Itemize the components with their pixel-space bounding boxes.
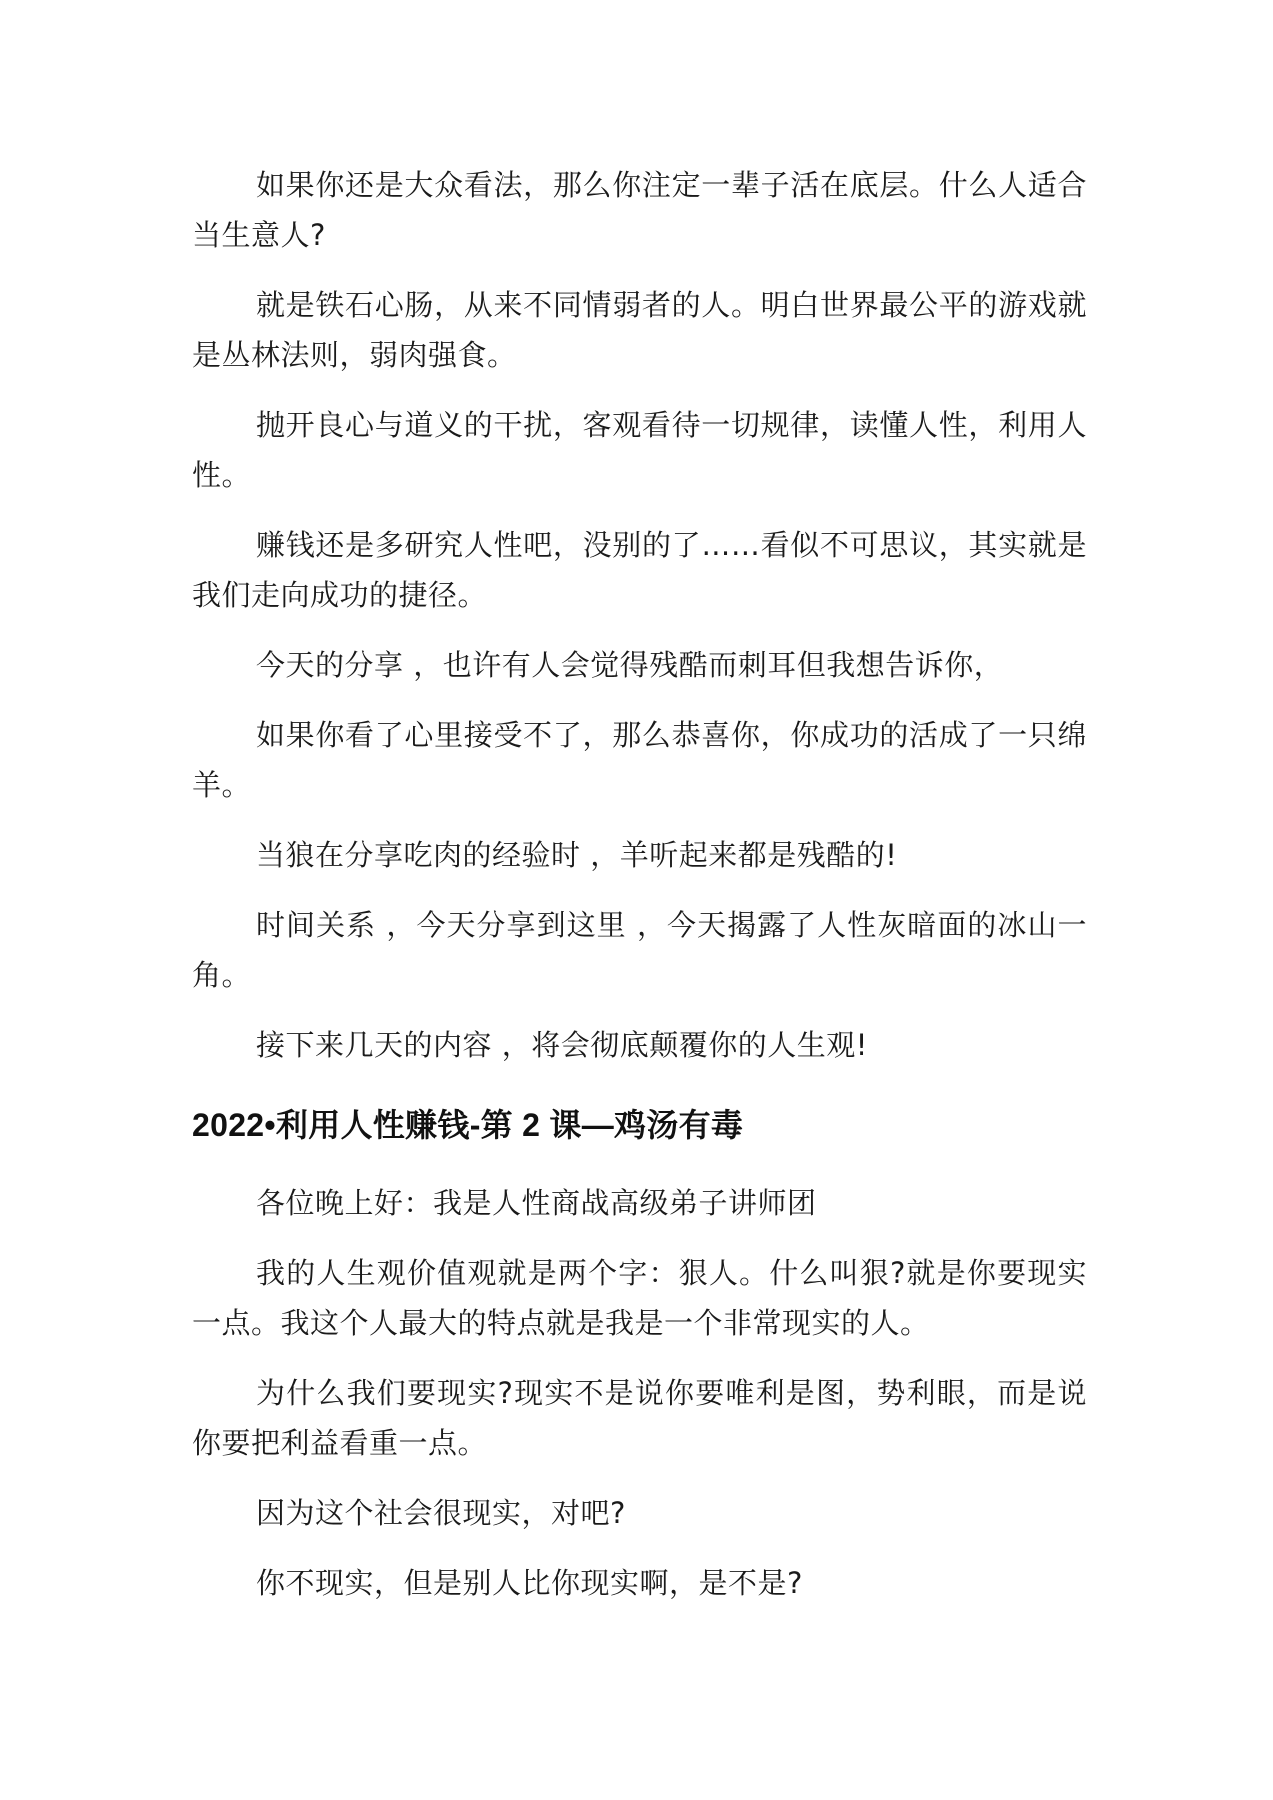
paragraph: 当狼在分享吃肉的经验时 ，羊听起来都是残酷的! (256, 838, 898, 872)
paragraph: 赚钱还是多研究人性吧，没别的了……看似不可思议，其实就是我们走向成功的捷径。 (192, 528, 1087, 612)
document-body (192, 160, 1087, 1628)
paragraph: 如果你看了心里接受不了，那么恭喜你，你成功的活成了一只绵羊。 (192, 718, 1087, 802)
paragraph: 今天的分享 ，也许有人会觉得残酷而刺耳但我想告诉你， (256, 648, 1004, 682)
paragraph: 我的人生观价值观就是两个字：狠人。什么叫狠?就是你要现实一点。我这个人最大的特点就是我是一个非常现实的人。 (192, 1256, 1087, 1340)
paragraph: 如果你还是大众看法，那么你注定一辈子活在底层。什么人适合当生意人? (192, 168, 1087, 252)
paragraph: 各位晚上好：我是人性商战高级弟子讲师团 (256, 1186, 817, 1220)
paragraph: 就是铁石心肠，从来不同情弱者的人。明白世界最公平的游戏就是丛林法则，弱肉强食。 (192, 288, 1087, 372)
paragraph: 你不现实，但是别人比你现实啊，是不是? (256, 1566, 803, 1600)
paragraph: 为什么我们要现实?现实不是说你要唯利是图，势利眼，而是说你要把利益看重一点。 (192, 1376, 1087, 1460)
lesson-heading: 2022•利用人性赚钱-第 2 课—鸡汤有毒 (192, 1107, 744, 1143)
paragraph: 抛开良心与道义的干扰，客观看待一切规律，读懂人性，利用人性。 (192, 408, 1087, 492)
paragraph: 接下来几天的内容 ，将会彻底颠覆你的人生观! (256, 1028, 868, 1062)
paragraph: 时间关系 ，今天分享到这里 ，今天揭露了人性灰暗面的冰山一角。 (192, 908, 1087, 992)
paragraph: 因为这个社会很现实，对吧? (256, 1496, 626, 1530)
